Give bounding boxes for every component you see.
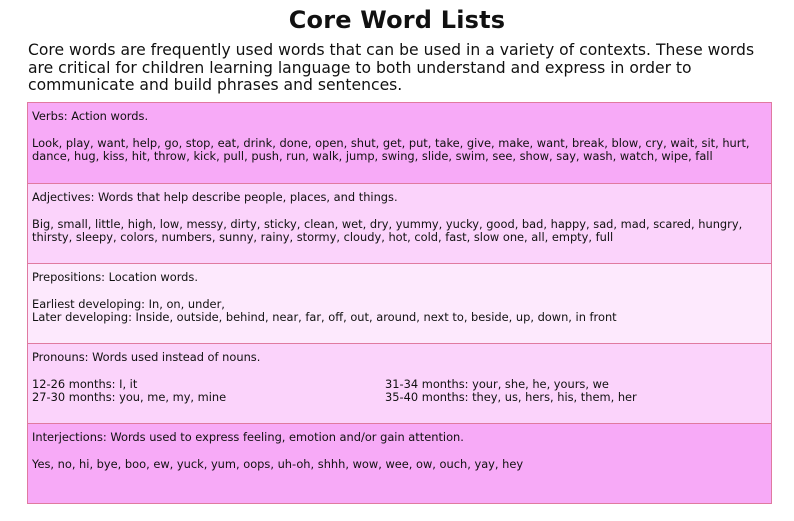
verbs-heading: Verbs: Action words. xyxy=(32,109,149,123)
pronouns-right-column xyxy=(385,378,765,405)
section-interjections xyxy=(28,424,771,503)
prepositions-earliest: Earliest developing: In, on, under, xyxy=(32,296,225,311)
pronouns-age-row: 27-30 months: you, me, my, mine xyxy=(32,390,227,404)
adjectives-heading: Adjectives: Words that help describe people, places, and things. xyxy=(32,190,398,204)
pronouns-age-row: 35-40 months: they, us, hers, his, them, her xyxy=(385,390,637,404)
prepositions-later: Later developing: Inside, outside, behind, near, far, off, out, around, next to, beside, up, down, in front xyxy=(32,310,617,324)
page-title: Core Word Lists xyxy=(288,6,506,34)
pronouns-age-row: 12-26 months: I, it xyxy=(32,376,138,391)
word-list-table xyxy=(27,102,772,504)
section-adjectives xyxy=(28,184,771,264)
pronouns-left-column xyxy=(32,378,385,405)
section-verbs xyxy=(28,103,771,184)
pronouns-age-row: 31-34 months: your, she, he, yours, we xyxy=(385,376,609,391)
pronouns-heading: Pronouns: Words used instead of nouns. xyxy=(32,350,261,364)
interjections-heading: Interjections: Words used to express feeling, emotion and/or gain attention. xyxy=(32,430,464,444)
section-prepositions xyxy=(28,264,771,344)
interjections-words: Yes, no, hi, bye, boo, ew, yuck, yum, oops, uh-oh, shhh, wow, wee, ow, ouch, yay, hey xyxy=(32,456,524,471)
intro-paragraph: Core words are frequently used words that can be used in a variety of contexts. These words are critical for children learning language to both understand and express in order to communicate and build phrases and sentences. xyxy=(28,41,755,94)
prepositions-heading: Prepositions: Location words. xyxy=(32,270,198,284)
verbs-words: Look, play, want, help, go, stop, eat, drink, done, open, shut, get, put, take, give, make, want, break, blow, cry, wait, sit, hurt, dance, hug, kiss, hit, throw, kick, pull, push, run, walk, jump, swing, slide, swim, see, show, say, wash, watch, wipe, fall xyxy=(32,135,750,163)
pronouns-columns xyxy=(32,378,765,405)
adjectives-words: Big, small, little, high, low, messy, dirty, sticky, clean, wet, dry, yummy, yucky, good, bad, happy, sad, mad, scared, hungry, thirsty, sleepy, colors, numbers, sunny, rainy, stormy, cloudy, hot, cold, fast, slow one, all, empty, full xyxy=(32,216,743,244)
section-pronouns xyxy=(28,344,771,424)
